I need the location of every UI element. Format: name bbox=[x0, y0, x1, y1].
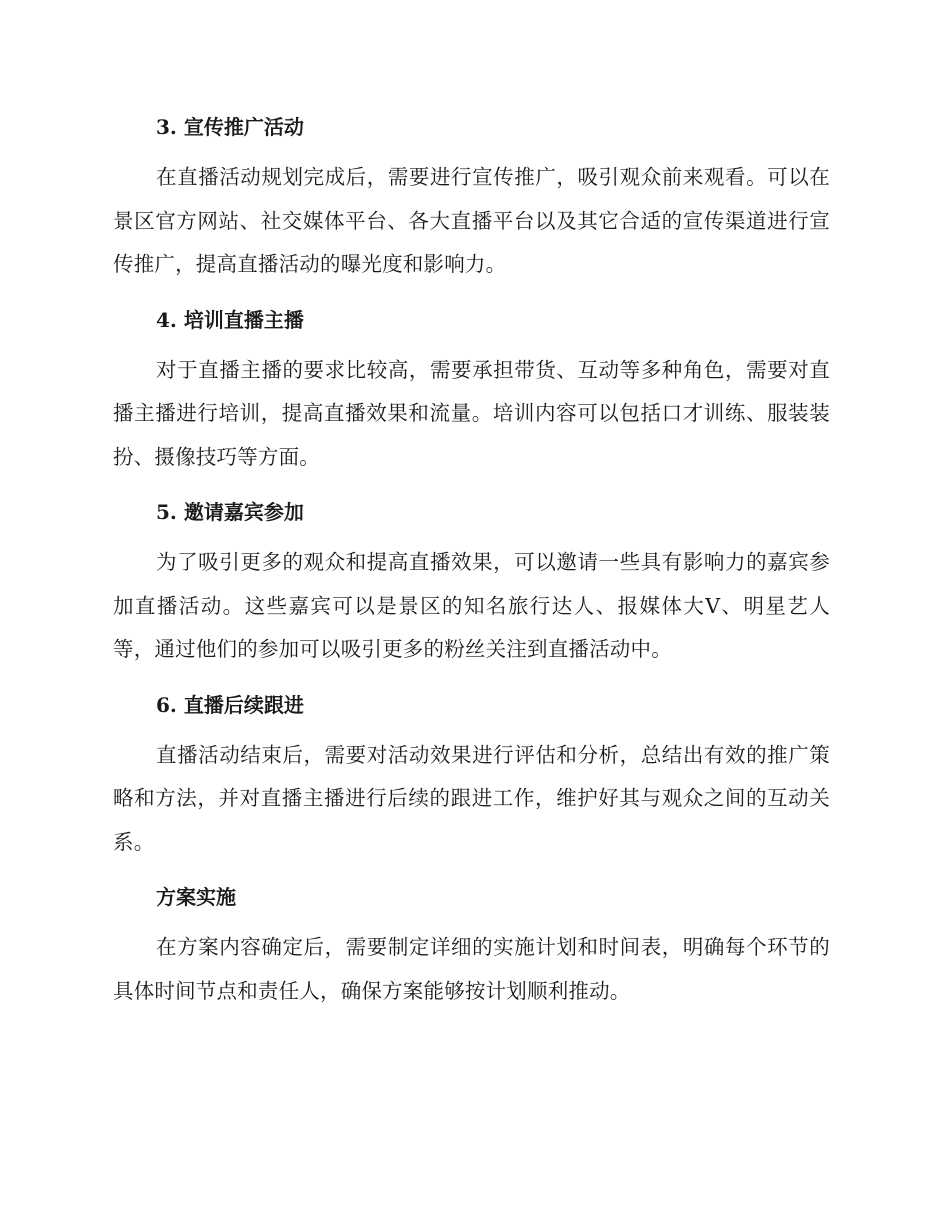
section-heading-5: 5. 邀请嘉宾参加 bbox=[156, 500, 304, 524]
document-page bbox=[113, 108, 830, 1027]
section-heading-implementation: 方案实施 bbox=[156, 885, 236, 909]
section-paragraph-6: 直播活动结束后，需要对活动效果进行评估和分析，总结出有效的推广策略和方法，并对直播主播进行后续的跟进工作，维护好其与观众之间的互动关系。 bbox=[113, 742, 830, 854]
section-paragraph-implementation: 在方案内容确定后，需要制定详细的实施计划和时间表，明确每个环节的具体时间节点和责任人，确保方案能够按计划顺利推动。 bbox=[113, 935, 830, 1003]
section-heading-3: 3. 宣传推广活动 bbox=[156, 115, 304, 139]
section-heading-6: 6. 直播后续跟进 bbox=[156, 692, 304, 717]
section-paragraph-3: 在直播活动规划完成后，需要进行宣传推广，吸引观众前来观看。可以在景区官方网站、社交媒体平台、各大直播平台以及其它合适的宣传渠道进行宣传推广，提高直播活动的曝光度和影响力。 bbox=[113, 165, 830, 276]
section-heading-4: 4. 培训直播主播 bbox=[156, 307, 304, 332]
section-paragraph-4: 对于直播主播的要求比较高，需要承担带货、互动等多种角色，需要对直播主播进行培训，提高直播效果和流量。培训内容可以包括口才训练、服装装扮、摄像技巧等方面。 bbox=[113, 357, 830, 469]
section-paragraph-5: 为了吸引更多的观众和提高直播效果，可以邀请一些具有影响力的嘉宾参加直播活动。这些嘉宾可以是景区的知名旅行达人、报媒体大V、明星艺人等，通过他们的参加可以吸引更多的粉丝关注到直播活动中。 bbox=[113, 550, 830, 661]
